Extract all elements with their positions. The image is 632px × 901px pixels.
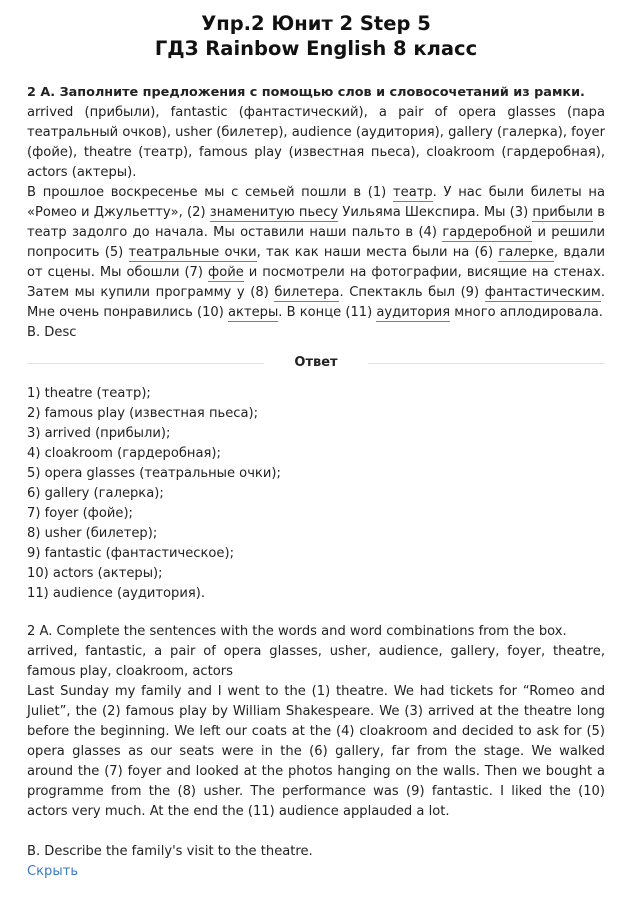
task-en-heading: 2 A. Complete the sentences with the words and word combinations from the box.: [27, 624, 567, 639]
list-item: 11) audience (аудитория).: [27, 586, 206, 601]
task-en: [27, 622, 605, 882]
text-part: и решили попросить (5): [27, 225, 605, 260]
answer-5: театральные очки: [128, 245, 257, 260]
list-item: 9) fantastic (фантастическое);: [27, 546, 235, 561]
list-item: 4) cloakroom (гардеробная);: [27, 446, 221, 461]
text-part: . У нас были билеты на «Ромео и Джульетту», (2): [27, 185, 606, 220]
answer-divider: [27, 351, 605, 375]
answer-10: актеры: [228, 305, 279, 320]
answer-label: Ответ: [294, 355, 338, 370]
hide-link[interactable]: Скрыть: [27, 864, 79, 879]
text-part: . Спектакль был (9): [339, 285, 485, 300]
text-part: . Мне очень понравились (10): [27, 285, 605, 320]
page-title: [27, 0, 605, 61]
text-part: , вдали от сцены. Мы обошли (7): [27, 245, 605, 280]
list-item: 3) arrived (прибыли);: [27, 426, 171, 441]
text-part: и посмотрели на фотографии, висящие на стенах. Затем мы купили программу у (8): [27, 265, 605, 300]
answer-11: аудитория: [376, 305, 451, 320]
task-en-text: Last Sunday my family and I went to the (1) theatre. We had tickets for “Romeo and Juliet”, the (2) famous play by William Shakespeare. We (3) arrived at the theatre long before the beginning. We left our coats at the (4) cloakroom and decided to ask for (5) opera glasses as our seats were in the (6) gallery, far from the stage. We walked around the (7) foyer and looked at the photos hanging on the walls. Then we bought a programme from the (8) usher. The performance was (9) fantastic. I liked the (10) actors very much. At the end the (11) audience applauded a lot.: [27, 684, 605, 819]
task-ru-word-box: arrived (прибыли), fantastic (фантастический), a pair of opera glasses (пара театральный очков), usher (билетер), audience (аудитория), gallery (галерка), foyer (фойе), theatre (театр), famous play (известная пьеса), cloakroom (гардеробная), actors (актеры).: [27, 105, 605, 180]
list-item: 7) foyer (фойе);: [27, 506, 133, 521]
task-ru-text: [27, 183, 605, 323]
divider-line-right: [368, 363, 605, 364]
list-item: 5) opera glasses (театральные очки);: [27, 466, 281, 481]
task-en-word-box: arrived, fantastic, a pair of opera glasses, usher, audience, gallery, foyer, theatre, famous play, cloakroom, actors: [27, 644, 605, 679]
list-item: 8) usher (билетер);: [27, 526, 158, 541]
answer-9: фантастическим: [484, 285, 601, 300]
spacer: [27, 822, 605, 842]
answer-list: [27, 384, 605, 604]
answer-4: гардеробной: [442, 225, 533, 240]
answer-1: театр: [393, 185, 433, 200]
task-ru-part-b: B. Desc: [27, 325, 77, 340]
text-part: в театр задолго до начала. Мы оставили наши пальто в (4): [27, 205, 605, 240]
title-line-2: ГДЗ Rainbow English 8 класс: [154, 37, 478, 60]
title-line-1: Упр.2 Юнит 2 Step 5: [201, 12, 431, 35]
text-part: Уильяма Шекспира. Мы (3): [338, 205, 533, 220]
answer-7: фойе: [208, 265, 244, 280]
answer-2: знаменитую пьесу: [209, 205, 339, 220]
list-item: 2) famous play (известная пьеса);: [27, 406, 259, 421]
list-item: 6) gallery (галерка);: [27, 486, 164, 501]
list-item: 10) actors (актеры);: [27, 566, 163, 581]
answer-6: галерке: [498, 245, 554, 260]
answer-3: прибыли: [532, 205, 594, 220]
text-part: . В конце (11): [278, 305, 377, 320]
task-ru-heading: 2 А. Заполните предложения с помощью слов и словосочетаний из рамки.: [27, 85, 585, 100]
divider-line-left: [27, 363, 264, 364]
list-item: 1) theatre (театр);: [27, 386, 151, 401]
task-ru: [27, 83, 605, 343]
text-part: В прошлое воскресенье мы с семьей пошли в (1): [27, 185, 394, 200]
answer-8: билетера: [274, 285, 340, 300]
task-en-part-b: B. Describe the family's visit to the theatre.: [27, 844, 313, 859]
text-part: много аплодировала.: [450, 305, 603, 320]
text-part: , так как наши места были на (6): [256, 245, 499, 260]
